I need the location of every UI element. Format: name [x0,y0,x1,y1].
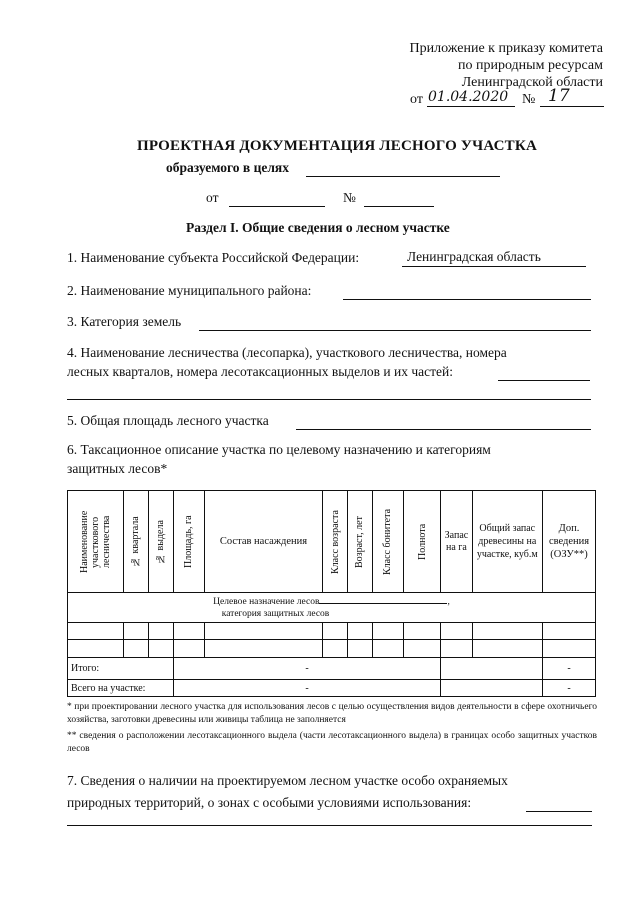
purpose-row: Целевое назначение лесов , категория защитных лесов [68,593,596,623]
from-label: от [206,190,219,205]
order-no: 17 [548,86,570,106]
table-row [68,640,596,658]
item-4-line-1: 4. Наименование лесничества (лесопарка), участкового лесничества, номера [67,345,507,360]
section-title: Раздел I. Общие сведения о лесном участке [186,220,450,235]
total-dash-extra: - [543,658,596,680]
purpose-field[interactable] [306,176,500,177]
order-no-label: № [522,92,536,107]
district-field[interactable] [343,299,591,300]
subtitle: образуемого в целях [166,160,289,175]
header-line-1: Приложение к приказу комитета [409,41,603,56]
forestry-field-2[interactable] [67,399,591,400]
total-dash: - [173,658,441,680]
area-field[interactable] [296,429,591,430]
col-stock-per-ha: Запас на га [441,491,472,593]
total-label: Итого: [68,658,174,680]
page-title: ПРОЕКТНАЯ ДОКУМЕНТАЦИЯ ЛЕСНОГО УЧАСТКА [137,138,537,154]
item-7-line-2: природных территорий, о зонах с особыми условиями использования: [67,795,472,810]
grand-total-dash: - [173,680,441,697]
table-row [68,623,596,640]
col-age: Возраст, лет [348,491,373,593]
item-7-line-1: 7. Сведения о наличии на проектируемом лесном участке особо охраняемых [67,773,508,788]
header-line-3: Ленинградской области [461,75,603,90]
header-line-2: по природным ресурсам [457,58,603,73]
col-bonitet: Класс бонитета [372,491,403,593]
taxation-table [67,490,596,697]
protected-areas-field-2[interactable] [67,825,592,826]
grand-total-label: Всего на участке: [68,680,174,697]
total-row [68,658,596,680]
order-from-label: от [410,92,423,107]
item-1-label: 1. Наименование субъекта Российской Федерации: [67,250,360,265]
number-field[interactable] [364,206,434,207]
col-total-stock: Общий запас древесины на участке, куб.м [472,491,543,593]
footnote-2: ** сведения о расположении лесотаксационного выдела (части лесотаксационного выдела) в границах особо защитных участков лесов [67,731,597,754]
order-date: 01.04.2020 [428,89,509,105]
grand-total-row [68,680,596,697]
land-category-field[interactable] [199,330,591,331]
col-age-class: Класс возраста [323,491,348,593]
footnote-1: * при проектировании лесного участка для использования лесов с целью осуществления видов деятельности в сфере охотничьего хозяйства, заготовки древесины или живицы таблица не заполняется [67,702,597,725]
item-6-line-2: защитных лесов* [67,461,168,476]
item-5-label: 5. Общая площадь лесного участка [67,413,269,428]
col-plot: № выдела [148,491,173,593]
item-6-line-1: 6. Таксационное описание участка по целевому назначению и категориям [67,442,491,457]
no-label: № [343,190,356,205]
col-area: Площадь, га [173,491,204,593]
date-field[interactable] [229,206,325,207]
col-composition: Состав насаждения [204,491,322,593]
item-1-value: Ленинградская область [407,249,541,264]
purpose-line-1: Целевое назначение лесов [213,596,320,607]
col-extra: Доп. сведения (ОЗУ**) [543,491,596,593]
grand-total-dash-extra: - [543,680,596,697]
item-3-label: 3. Категория земель [67,314,182,329]
table-header-row [68,491,596,593]
item-4-line-2: лесных кварталов, номера лесотаксационных выделов и их частей: [67,364,453,379]
protected-areas-field[interactable] [526,811,592,812]
forestry-field[interactable] [498,380,590,381]
col-forestry: Наименование участкового лесничества [68,491,124,593]
purpose-line-2: категория защитных лесов [221,608,330,619]
col-density: Полнота [404,491,441,593]
col-quarter: № квартала [124,491,149,593]
item-2-label: 2. Наименование муниципального района: [67,283,312,298]
